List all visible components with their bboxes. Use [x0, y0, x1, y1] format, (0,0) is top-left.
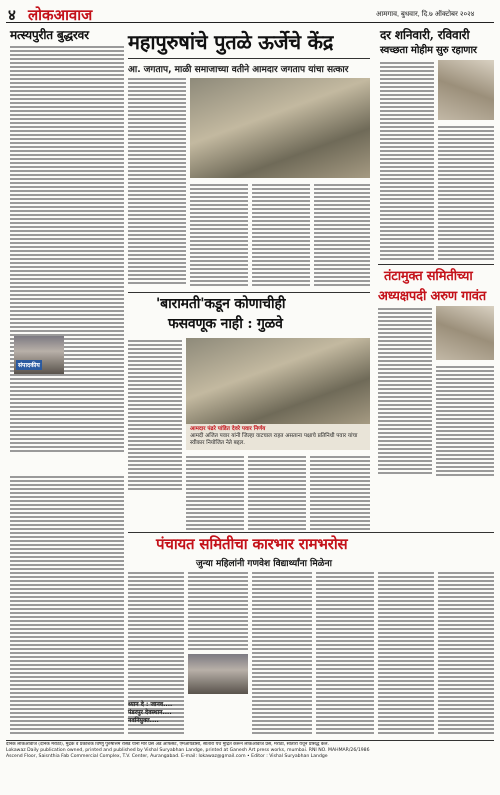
center-caption-title: आमदार पंढरे पांडित देवरे पवार निर्णय — [190, 426, 266, 432]
right-mid-portrait — [436, 306, 494, 360]
right-top-photo — [438, 60, 494, 120]
bottom-col-4 — [316, 570, 374, 734]
brief-item-3: नवनियुक्त.... — [128, 717, 159, 724]
right-mid-col-2 — [436, 364, 494, 476]
editorial-label: संपादकीय — [18, 362, 40, 369]
right-top-col-2 — [438, 124, 494, 260]
center-story-top-rule — [128, 292, 370, 293]
center-headline-1: 'बारामती'कडून कोणाचीही — [156, 296, 286, 312]
main-story-photo — [190, 78, 370, 178]
center-photo-caption — [186, 424, 370, 450]
footer-line-1: दैनिक लोकआवाज (दैनिक मराठी), मुद्रक व प्रकाशक विष्णु पुरुषोत्तम रासडे यांनी मोरे प्रेस अँड ऑफसेट, एमआयडीसी, सातारा येथे मुद्रित करून लोकआवाज प्रेस, मराठा, सातारा येथून प्रसिद्ध केले. — [6, 742, 330, 747]
brief-item-2: पंडरपुर देवस्थान.... — [128, 709, 172, 716]
footer-line-2: Lokawaz Daily publication owned, printed and published by Vishal Suryabhan Landge, printed at Ganesh Art press works, mumbai. RNI NO. MAHMAR/26/1986 — [6, 748, 370, 753]
center-story-col-2 — [186, 454, 244, 530]
footer-rule — [6, 740, 494, 741]
left-column-text — [10, 44, 124, 452]
page-header — [6, 6, 494, 23]
main-story-col-1 — [128, 76, 186, 286]
bottom-col-2 — [188, 570, 248, 650]
footer-line-3: Ascend Floor, Saisnthia Fab Commercial Complex, T.V. Center, Aurangabad. E-mail: lokawaz@gmail.com • Editor : Vishal Suryabhan Landge — [6, 754, 328, 759]
right-mid-col-1 — [378, 306, 432, 476]
right-top-headline-2: स्वच्छता मोहीम सुरु रहाणार — [380, 45, 477, 56]
center-story-photo — [186, 338, 370, 424]
center-story-col-4 — [310, 454, 370, 530]
bottom-col-6 — [438, 570, 494, 734]
right-mid-top-rule — [378, 264, 494, 265]
bottom-subheadline: जुन्या महिलांनी गणवेश विद्यार्थ्यांना मिळेना — [196, 559, 332, 569]
center-caption-body: आमदी अजित पवार यांनी जिल्हा वाटचाल राहत असताना पक्षाचे प्रतिनिधी पवार यांचा स्वीकार नियोजित नेते बद्दल. — [190, 433, 358, 446]
date-line: आमगाव, बुधवार, दि.७ ऑक्टोबर २०२४ — [376, 11, 475, 18]
center-story-col-3 — [248, 454, 306, 530]
center-headline-2: फसवणूक नाही : गुळवे — [168, 316, 283, 332]
main-story-col-3 — [252, 182, 310, 286]
masthead-logo: लोकआवाज — [28, 6, 93, 24]
main-story-col-2 — [190, 182, 248, 286]
main-headline-rule — [128, 58, 370, 59]
main-subheadline: आ. जगताप, माळी समाजाच्या वतीने आमदार जगताप यांचा सत्कार — [128, 65, 349, 75]
brief-item-1: ध्यान दे : जानव.... — [128, 701, 173, 708]
left-column-headline: मत्स्यपुरीत बुद्धरवर — [10, 28, 89, 42]
bottom-col-3 — [252, 570, 312, 734]
right-top-col-1 — [380, 60, 434, 260]
right-top-headline-1: दर शनिवारी, रविवारी — [380, 28, 470, 42]
right-mid-headline-1: तंटामुक्त समितीच्या — [384, 269, 473, 284]
page-number: ४ — [8, 6, 16, 24]
center-story-col-1 — [128, 338, 182, 490]
bottom-headline: पंचायत समितीचा कारभार रामभरोस — [156, 535, 348, 553]
footer-imprint — [6, 742, 494, 788]
briefs-area — [128, 700, 188, 730]
editorial-thumbnail — [14, 336, 64, 374]
main-story-col-4 — [314, 182, 370, 286]
right-mid-headline-2: अध्यक्षपदी अरुण गावंत — [378, 289, 487, 304]
bottom-col-5 — [378, 570, 434, 734]
bottom-story-top-rule — [128, 532, 494, 533]
main-headline: महापुरुषांचे पुतळे ऊर्जेचे केंद्र — [128, 30, 334, 54]
left-column-text-2 — [10, 474, 124, 734]
bottom-photo — [188, 654, 248, 694]
